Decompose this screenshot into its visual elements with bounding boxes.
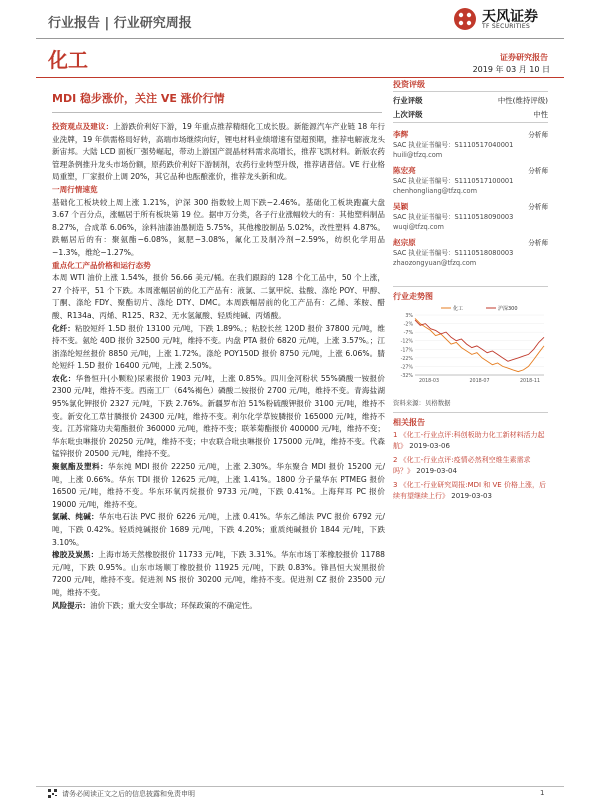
chlor-head: 氯碱、纯碱： — [52, 512, 99, 522]
y-tick-label: -7% — [403, 331, 413, 337]
agri-paragraph — [52, 373, 385, 461]
analyst-sac: SAC 执业证书编号：S1110517040001 — [393, 141, 514, 149]
report-title: MDI 稳步涨价，关注 VE 涨价行情 — [52, 92, 225, 105]
sector-name: 化工 — [48, 48, 88, 72]
rating-key: 上次评级 — [393, 110, 423, 119]
analyst-name: 李辉 — [393, 130, 409, 139]
x-tick-label: 2018-03 — [418, 379, 440, 384]
risk-paragraph — [52, 600, 385, 613]
pu-head: 聚氨酯及塑料： — [52, 462, 108, 472]
related-report-title[interactable]: 2 《化工-行业点评:疫情必然利空维生素需求吗？》 — [393, 456, 531, 475]
rating-row-current — [393, 95, 548, 106]
chlor-text: 华东电石法 PVC 报价 6226 元/吨，上涨 0.41%。华东乙烯法 PVC 报价 6792 元/吨，下跌 0.42%。轻质纯碱报价 1689 元/吨，下跌 4.20%；重质纯碱报价 1844 元/吨，下跌 3.10%。 — [52, 512, 385, 547]
analyst-name: 吴颖 — [393, 202, 409, 211]
page-number: 1 — [540, 789, 545, 797]
doc-type: 证券研究报告 — [500, 53, 548, 62]
related-report-date: 2019-03-03 — [451, 492, 492, 500]
pu-text: 华东纯 MDI 报价 22250 元/吨，上涨 2.30%。华东聚合 MDI 报价 15200 元/吨，上涨 0.66%。华东 TDI 报价 12625 元/吨，上涨 1.41%。1800 分子量华东 PTMEG 报价 16500 元/吨，维持不变。华东环氧丙烷报价 9733 元/吨，下跌 0.41%。上海拜耳 PC 报价 19000 元/吨，维持不变。 — [52, 462, 385, 509]
analyst-email[interactable]: chenhongliang@tfzq.com — [393, 187, 478, 195]
trend-rule — [393, 286, 548, 287]
analyst-email[interactable]: huili@tfzq.com — [393, 151, 443, 159]
analyst-sac: SAC 执业证书编号：S1110517100001 — [393, 177, 514, 185]
title-rule — [36, 77, 564, 78]
risk-text: 油价下跌；重大安全事故；环保政策的不确定性。 — [89, 600, 258, 610]
price-head: 重点化工产品价格和运行态势 — [52, 260, 151, 270]
legend-label: 化工 — [453, 306, 464, 312]
analyst-card — [393, 130, 548, 160]
analyst-sac: SAC 执业证书编号：S1110518090003 — [393, 213, 514, 221]
rubber-paragraph — [52, 549, 385, 599]
trend-head: 行业走势图 — [393, 292, 433, 301]
chlor-paragraph — [52, 511, 385, 549]
logo-name: 天风证券 — [482, 9, 538, 25]
summary-text: 上游跌价利好下游，19 年重点推荐精细化工成长股。新能源汽车产业链 18 年行业洗牌，19 年供需格局好转，高端市场继续向好，锂电材料业绩增速有望超预期，推荐电解液龙头新宙邦。大陆 LCD 面板厂强势崛起，带动上游国产混晶材料需求高增长，推荐飞凯材料。新版农药管理条例推升龙头市场份额，原药跌价利好下游制剂，农药行业转型升级，推荐诸普信。VE 行业格局重塑，厂家报价上调 20%，其它品种也酝酿涨价，推荐龙头新和成。 — [52, 122, 385, 182]
qr-code-icon — [48, 789, 57, 798]
fiber-paragraph — [52, 323, 385, 373]
y-tick-label: -22% — [400, 356, 413, 362]
chart-source: 资料来源：贝格数据 — [393, 399, 451, 407]
legend-label: 沪深300 — [498, 306, 518, 312]
company-logo — [452, 4, 562, 34]
header-rule — [36, 38, 564, 39]
y-tick-label: -27% — [400, 365, 413, 371]
related-report-date: 2019-03-04 — [416, 467, 457, 475]
analyst-role: 分析师 — [528, 131, 548, 139]
analyst-role: 分析师 — [528, 203, 548, 211]
weekly-text: 基础化工板块较上周上涨 1.21%，沪深 300 指数较上周下跌−2.46%。基础化工板块跑赢大盘 3.67 个百分点，涨幅居于所有板块第 19 位。据申万分类，各子行业涨幅较大的有：其他塑料制品 8.27%，合成革 6.06%，涂料油漆油墨制造 5.75%，其他橡胶制品 5.02%，改性塑料 4.87%。跌幅居后的有：聚氨酯−6.08%，氮肥−3.08%，氟化工及制冷剂−2.59%，纺织化学用品−1.3%，维纶−1.27%。 — [52, 197, 385, 257]
rating-key: 行业评级 — [393, 96, 423, 105]
related-report-item[interactable] — [393, 455, 548, 477]
rating-rule-bottom — [393, 122, 548, 123]
related-report-item[interactable] — [393, 480, 548, 502]
agri-text: 华鲁恒升(小颗粒)尿素报价 1903 元/吨，上涨 0.85%。四川金河粉状 55%磷酸一铵报价 2300 元/吨，维持不变。西南工厂（64%褐色）磷酸二铵报价 2700 元/吨，维持不变。青海盐湖 95%氯化钾报价 2327 元/吨，下跌 2.76%。新疆罗布泊 51%粉硫酸钾报价 3100 元/吨，维持不变。新安化工草甘膦报价 24300 元/吨，维持不变。利尔化学草铵膦报价 165000 元/吨，维持不变。江苏常隆功夫菊酯报价 360000 元/吨，维持不变；联苯菊酯报价 400000 元/吨，维持不变；华东吡虫啉报价 20250 元/吨，维持不变；中农联合吡虫啉报价 175000 元/吨，维持不变。代森锰锌报价 20500 元/吨，维持不变。 — [52, 373, 386, 459]
logo-mark-icon — [452, 6, 478, 32]
y-tick-label: -2% — [403, 322, 413, 328]
y-tick-label: -12% — [400, 339, 413, 345]
analyst-card — [393, 202, 548, 232]
x-tick-label: 2018-07 — [469, 379, 490, 384]
related-report-item[interactable] — [393, 430, 548, 452]
analyst-role: 分析师 — [528, 167, 548, 175]
analyst-card — [393, 166, 548, 196]
analyst-name: 陈宏亮 — [393, 166, 416, 175]
industry-trend-chart — [393, 303, 548, 385]
pu-paragraph — [52, 461, 385, 511]
analyst-sac: SAC 执业证书编号：S1110518080003 — [393, 249, 514, 257]
related-reports-list — [393, 430, 548, 505]
rating-value: 中性 — [533, 110, 548, 119]
analyst-name: 赵宗原 — [393, 238, 416, 247]
related-head: 相关报告 — [393, 418, 425, 427]
fiber-text: 粘胶短纤 1.5D 报价 13100 元/吨，下跌 1.89%。；粘胶长丝 120D 报价 37800 元/吨，维持不变。氨纶 40D 报价 32500 元/吨，维持不变。内盘 PTA 报价 6820 元/吨，上涨 3.57%。；江浙涤纶短丝报价 8850 元/吨，上涨 1.72%。涤纶 POY150D 报价 8750 元/吨，上涨 6.06%。腈纶短纤 1.5D 报价 16400 元/吨，上涨 2.50%。 — [52, 323, 386, 371]
related-report-title[interactable]: 1 《化工-行业点评:科创板助力化工新材料活力起航》 — [393, 431, 545, 450]
price-intro: 本周 WTI 油价上涨 1.54%，报价 56.66 美元/桶。在我们跟踪的 128 个化工品中，50 个上涨，27 个持平，51 个下跌。本周涨幅居前的化工产品有：液氯、二氯甲烷、盐酸、涤纶 POY、甲醇、丁酮、涤纶 FDY、聚酯切片、涤纶 DTY、DMC。本周跌幅居前的化工产品有：乙烯、苯胺、醋酸、R134a、丙烯、R125、R32、无水氢氟酸、轻质纯碱、丙烯酸。 — [52, 273, 385, 320]
y-tick-label: -17% — [400, 348, 413, 354]
x-tick-label: 2018-11 — [519, 379, 541, 384]
report-date: 2019 年 03 月 10 日 — [472, 65, 550, 74]
main-body — [52, 121, 385, 612]
related-rule — [393, 412, 548, 413]
rubber-text: 上海市场天然橡胶报价 11733 元/吨，下跌 3.31%。华东市场丁苯橡胶报价 11788 元/吨，下跌 0.95%。山东市场顺丁橡胶报价 11925 元/吨，下跌 0.83%。锋昌恒大炭黑报价 7200 元/吨，维持不变。促进剂 NS 报价 30200 元/吨，维持不变。促进剂 CZ 报价 23500 元/吨，维持不变。 — [52, 550, 385, 597]
rating-rule-top — [393, 91, 548, 92]
report-category: 行业报告 | 行业研究周报 — [48, 16, 192, 31]
y-tick-label: 3% — [405, 314, 413, 319]
trend-chart-svg — [393, 303, 548, 385]
rating-row-previous — [393, 109, 548, 120]
footer-disclaimer: 请务必阅读正文之后的信息披露和免责申明 — [62, 790, 195, 798]
analyst-card — [393, 238, 548, 268]
related-report-date: 2019-03-06 — [409, 442, 450, 450]
rubber-head: 橡胶及炭黑： — [52, 550, 99, 560]
risk-head: 风险提示： — [52, 600, 90, 610]
logo-sub: TF SECURITIES — [482, 23, 531, 30]
summary-paragraph — [52, 121, 385, 184]
agri-head: 农化： — [52, 373, 76, 383]
y-tick-label: -32% — [400, 374, 413, 379]
analyst-email[interactable]: zhaozongyuan@tfzq.com — [393, 259, 477, 267]
related-report-title[interactable]: 3 《化工-行业研究周报:MDI 和 VE 价格上涨，后续有望继续上行》 — [393, 481, 546, 500]
weekly-head: 一周行情速览 — [52, 184, 98, 194]
fiber-head: 化纤： — [52, 323, 75, 333]
series-line-1 — [415, 318, 544, 371]
rating-value: 中性(维持评级) — [497, 96, 548, 105]
footer-rule — [36, 786, 564, 787]
analyst-email[interactable]: wuqi@tfzq.com — [393, 223, 444, 231]
title-underline — [52, 112, 382, 113]
rating-head: 投资评级 — [393, 80, 425, 89]
analyst-role: 分析师 — [528, 239, 548, 247]
summary-head: 投资观点及建议： — [52, 122, 114, 131]
